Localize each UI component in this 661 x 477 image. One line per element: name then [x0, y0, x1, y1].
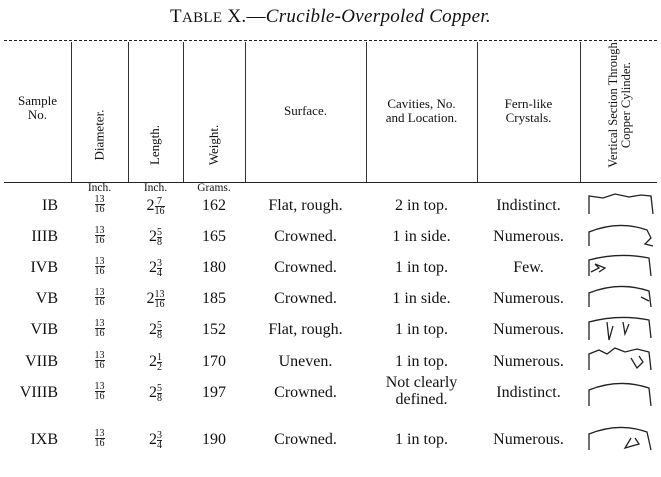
cell-cavities: 2 in top. [395, 197, 448, 214]
fraction-numerator: 13 [94, 287, 105, 298]
cylinder-section-icon [585, 222, 657, 252]
fraction-denominator: 16 [94, 328, 105, 339]
cell-fern: Numerous. [493, 321, 564, 338]
fraction-numerator: 7 [157, 196, 162, 207]
header-section [580, 42, 660, 180]
fraction-denominator: 16 [94, 204, 105, 215]
fraction [95, 351, 105, 370]
fraction [95, 257, 105, 276]
cell-cavities: 1 in top. [395, 259, 448, 276]
header-length-text: Length. [147, 124, 163, 166]
cell-diameter [71, 382, 128, 401]
table-title [0, 6, 661, 28]
header-fern-text: Fern-like Crystals. [504, 96, 553, 125]
cell-length [128, 228, 183, 247]
cell-weight: 185 [202, 290, 226, 307]
fraction [95, 429, 105, 448]
cell-surface: Crowned. [274, 290, 337, 307]
fraction-numerator: 1 [157, 352, 162, 363]
cell-surface: Crowned. [274, 431, 337, 448]
header-cavities [366, 42, 477, 180]
title-number: X.— [227, 6, 266, 27]
fraction [157, 228, 162, 247]
fraction-denominator: 16 [94, 391, 105, 402]
title-prefix-initial: T [170, 6, 182, 27]
cell-fern: Numerous. [493, 431, 564, 448]
fraction [155, 197, 165, 216]
header-sample-text: Sample No. [18, 93, 57, 122]
cell-weight: 165 [202, 228, 226, 245]
fraction-denominator: 4 [157, 268, 162, 279]
fraction [95, 288, 105, 307]
cell-fern: Numerous. [493, 353, 564, 370]
cell-length [128, 431, 183, 450]
fraction [95, 226, 105, 245]
cell-surface: Flat, rough. [268, 321, 343, 338]
fraction-denominator: 8 [157, 237, 162, 248]
fraction [155, 290, 165, 309]
cell-fern: Numerous. [493, 290, 564, 307]
cell-diameter [71, 226, 128, 245]
header-surface-text: Surface. [284, 103, 327, 118]
cell-cavities: 1 in top. [395, 321, 448, 338]
fraction-numerator: 5 [157, 227, 162, 238]
cell-surface: Flat, rough. [268, 197, 343, 214]
fraction [157, 321, 162, 340]
cell-diameter [71, 288, 128, 307]
fraction-denominator: 8 [157, 393, 162, 404]
cell-length [128, 321, 183, 340]
cell-diameter [71, 429, 128, 448]
cell-length [128, 353, 183, 372]
cell-weight: 190 [202, 431, 226, 448]
cell-cavities: 1 in side. [392, 228, 451, 245]
cell-weight: 197 [202, 384, 226, 401]
fraction-denominator: 8 [157, 330, 162, 341]
length-whole: 2 [146, 290, 155, 308]
header-sample [4, 42, 71, 180]
cylinder-section-icon [585, 346, 657, 376]
top-rule [4, 40, 657, 41]
fraction [157, 353, 162, 372]
fraction-numerator: 13 [94, 194, 105, 205]
length-whole: 2 [146, 197, 155, 215]
cell-length [128, 259, 183, 278]
cylinder-section-icon [585, 314, 657, 344]
fraction [157, 384, 162, 403]
unit-diameter: Inch. [87, 182, 112, 194]
cell-sample: VIIIB [19, 384, 58, 401]
cell-cavities: Not clearly defined. [385, 374, 458, 408]
cell-sample: IB [42, 197, 58, 214]
cell-sample: IXB [30, 431, 58, 448]
fraction-numerator: 13 [94, 381, 105, 392]
header-cavities-text: Cavities, No. and Location. [385, 96, 458, 125]
fraction-denominator: 16 [94, 235, 105, 246]
fraction-numerator: 13 [94, 350, 105, 361]
length-whole: 2 [149, 259, 157, 277]
cell-length [128, 290, 183, 309]
fraction [95, 195, 105, 214]
unit-length: Inch. [143, 182, 168, 194]
header-weight [183, 42, 245, 180]
header-diameter-text: Diameter. [91, 109, 107, 161]
fraction-numerator: 5 [157, 383, 162, 394]
fraction-numerator: 3 [157, 258, 162, 269]
cylinder-section-icon [585, 190, 657, 220]
cell-surface: Crowned. [274, 228, 337, 245]
header-length [128, 42, 183, 180]
fraction-denominator: 16 [154, 206, 165, 217]
cell-sample: VIB [30, 321, 58, 338]
fraction-denominator: 16 [94, 297, 105, 308]
cell-weight: 162 [202, 197, 226, 214]
fraction [95, 319, 105, 338]
cylinder-section-icon [585, 424, 657, 454]
fraction-denominator: 16 [94, 360, 105, 371]
fraction-numerator: 13 [94, 225, 105, 236]
cell-length [128, 384, 183, 403]
fraction-denominator: 16 [94, 266, 105, 277]
cell-sample: IVB [30, 259, 58, 276]
length-whole: 2 [149, 353, 157, 371]
cylinder-section-icon [585, 283, 657, 313]
length-whole: 2 [149, 384, 157, 402]
cell-sample: IIIB [31, 228, 58, 245]
cell-fern: Indistinct. [496, 384, 561, 401]
cell-fern: Indistinct. [496, 197, 561, 214]
fraction-denominator: 4 [157, 440, 162, 451]
title-subtitle: Crucible-Overpoled Copper. [265, 6, 491, 27]
cell-weight: 180 [202, 259, 226, 276]
cell-fern: Few. [513, 259, 544, 276]
length-whole: 2 [149, 228, 157, 246]
fraction [157, 431, 162, 450]
cell-fern: Numerous. [493, 228, 564, 245]
fraction-numerator: 3 [157, 430, 162, 441]
cell-sample: VB [35, 290, 58, 307]
fraction-denominator: 2 [157, 362, 162, 373]
cell-cavities: 1 in top. [395, 353, 448, 370]
cell-diameter [71, 195, 128, 214]
header-weight-text: Weight. [205, 124, 221, 166]
cell-surface: Crowned. [274, 384, 337, 401]
fraction-numerator: 5 [157, 320, 162, 331]
fraction-numerator: 13 [94, 318, 105, 329]
cell-surface: Crowned. [274, 259, 337, 276]
fraction-numerator: 13 [94, 428, 105, 439]
length-whole: 2 [149, 321, 157, 339]
fraction-numerator: 13 [154, 289, 165, 300]
cell-cavities: 1 in side. [392, 290, 451, 307]
fraction-denominator: 16 [94, 438, 105, 449]
cell-diameter [71, 351, 128, 370]
cell-length [128, 197, 183, 216]
header-diameter [71, 42, 128, 180]
length-whole: 2 [149, 431, 157, 449]
cell-weight: 152 [202, 321, 226, 338]
cylinder-section-icon [585, 380, 657, 410]
cell-diameter [71, 319, 128, 338]
fraction-denominator: 16 [154, 299, 165, 310]
header-section-text: Vertical Section Through Copper Cylinder. [606, 42, 633, 168]
cell-diameter [71, 257, 128, 276]
fraction [157, 259, 162, 278]
fraction-numerator: 13 [94, 256, 105, 267]
unit-weight: Grams. [197, 182, 231, 194]
header-fern [477, 42, 580, 180]
cylinder-section-icon [585, 252, 657, 282]
cell-surface: Uneven. [278, 353, 333, 370]
header-surface [245, 42, 366, 180]
cell-sample: VIIB [25, 353, 58, 370]
cell-weight: 170 [202, 353, 226, 370]
cell-cavities: 1 in top. [395, 431, 448, 448]
fraction [95, 382, 105, 401]
title-prefix-rest: ABLE [181, 10, 223, 26]
